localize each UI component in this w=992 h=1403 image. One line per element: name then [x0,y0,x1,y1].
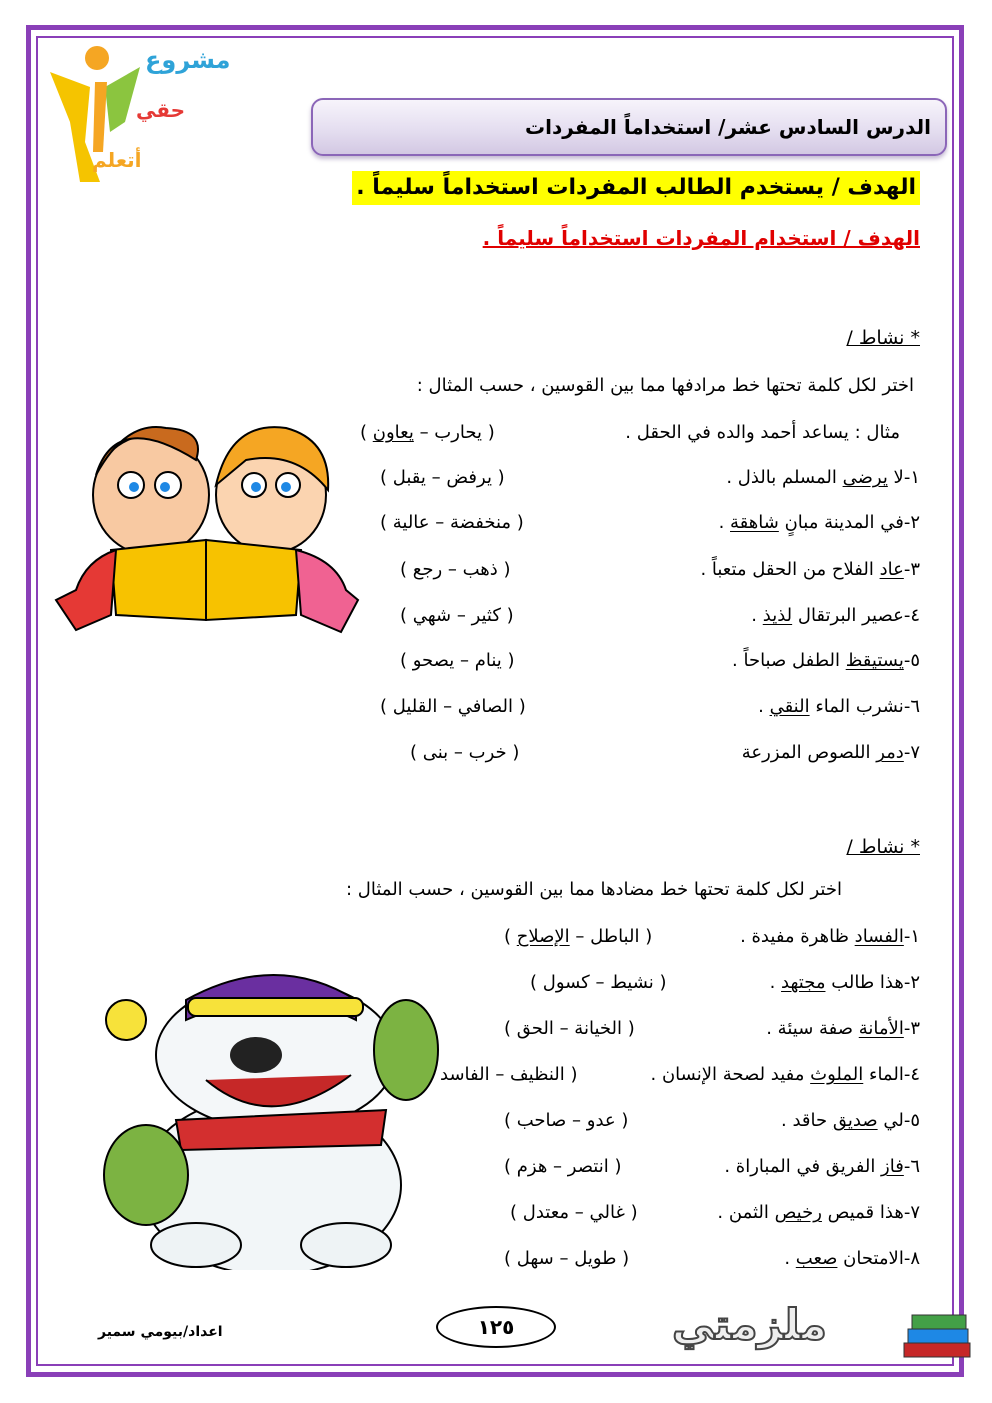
underlined-word: دمر [876,742,904,763]
logo-ataallam-text: أتعلم [92,148,142,172]
activity1-item [380,605,920,633]
item-choices: ( الخيانة – الحق ) [504,1018,635,1039]
item-sentence: ٣-الأمانة صفة سيئة . [766,1018,920,1039]
item-sentence: ٦-فاز الفريق في المباراة . [724,1156,920,1177]
underlined-word: لذيذ [762,605,793,626]
underlined-word: يستيقظ [845,650,904,671]
goal-red: الهدف / استخدام المفردات استخداماً سليماً . [482,226,920,250]
underlined-word: صعب [795,1248,838,1269]
item-choices: ( ينام – يصحو ) [400,650,515,671]
activity2-item [440,972,920,1000]
underlined-word: النقي [769,696,810,717]
underlined-word: مجتهد [781,972,826,993]
activity2-instruction: اختر لكل كلمة تحتها خط مضادها مما بين القوسين ، حسب المثال : [346,879,842,900]
activity1-item [380,650,920,678]
activity1-item [380,512,920,540]
underlined-word: الأمانة [858,1018,904,1039]
item-sentence: ١-الفساد ظاهرة مفيدة . [740,926,920,947]
item-sentence: ٢-في المدينة مبانٍ شاهقة . [718,512,920,533]
logo-project-text: مشروع [145,46,231,74]
underlined-word: فاز [881,1156,904,1177]
example-sentence: مثال : يساعد أحمد والده في الحقل . [625,422,900,443]
activity1-instruction: اختر لكل كلمة تحتها خط مرادفها مما بين القوسين ، حسب المثال : [416,375,914,396]
item-choices: ( النظيف – الفاسد [440,1064,578,1085]
logo-haqqi-text: حقي [136,98,186,122]
item-choices: ( ذهب – رجع ) [400,559,511,580]
item-choices: ( الباطل – الإصلاح ) [504,926,653,947]
item-sentence: ٧-دمر اللصوص المزرعة [741,742,920,763]
activity1-heading: * نشاط / [846,327,920,349]
item-sentence: ٥-لي صديق حاقد . [781,1110,920,1131]
item-choices: ( غالي – معتدل ) [510,1202,638,1223]
underlined-word: شاهقة [730,512,779,533]
activity2-heading: * نشاط / [846,836,920,858]
lesson-title: الدرس السادس عشر/ استخداماً المفردات [311,98,947,156]
author-credit: اعداد/بيومي سمير [98,1324,223,1340]
books-icon [900,1305,976,1365]
item-choices: ( عدو – صاحب ) [504,1110,629,1131]
item-choices: ( خرب – بنى ) [410,742,520,763]
goal-highlighted: الهدف / يستخدم الطالب المفردات استخداماً سليماً . [352,171,920,205]
page-number: ١٢٥ [436,1306,556,1348]
item-sentence: ٨-الامتحان صعب . [784,1248,920,1269]
item-sentence: ٢-هذا طالب مجتهد . [769,972,920,993]
item-choices: ( انتصر – هزم ) [504,1156,622,1177]
activity2-item [440,1202,920,1230]
underlined-word: صديق [832,1110,878,1131]
underlined-word: الفساد [854,926,904,947]
item-choices: ( طويل – سهل ) [504,1248,630,1269]
activity2-item [440,1110,920,1138]
item-choices: ( نشيط – كسول ) [530,972,667,993]
activity1-item [380,467,920,495]
item-sentence: ٧-هذا قميص رخيص الثمن . [717,1202,920,1223]
activity1-item [380,742,920,770]
polar-bear-illustration-icon [96,960,446,1270]
activity1-item [380,559,920,587]
item-sentence: ٤-عصير البرتقال لذيذ . [751,605,920,626]
activity2-item [440,1018,920,1046]
activity1-item [380,696,920,724]
item-choices: ( يرفض – يقبل ) [380,467,505,488]
underlined-word: الملوث [810,1064,864,1085]
underlined-word: عاد [879,559,904,580]
item-sentence: ١-لا يرضى المسلم بالذل . [726,467,920,488]
item-sentence: ٣-عاد الفلاح من الحقل متعباً . [700,559,920,580]
underlined-word: يرضى [842,467,888,488]
item-choices: ( منخفضة – عالية ) [380,512,524,533]
children-reading-illustration-icon [46,400,362,640]
item-sentence: ٥-يستيقظ الطفل صباحاً . [732,650,920,671]
item-choices: ( الصافي – القليل ) [380,696,526,717]
example-choices: ( يحارب – يعاون ) [360,422,495,443]
item-choices: ( كثير – شهي ) [400,605,514,626]
item-sentence: ٤-الماء الملوث مفيد لصحة الإنسان . [650,1064,920,1085]
activity2-item [440,1156,920,1184]
item-sentence: ٦-نشرب الماء النقي . [758,696,920,717]
underlined-word: رخيص [774,1202,822,1223]
activity2-item [440,926,920,954]
activity2-item [440,1248,920,1276]
watermark-text: ملزمتي [672,1300,827,1349]
activity2-item [440,1064,920,1092]
activity1-example [360,422,900,450]
